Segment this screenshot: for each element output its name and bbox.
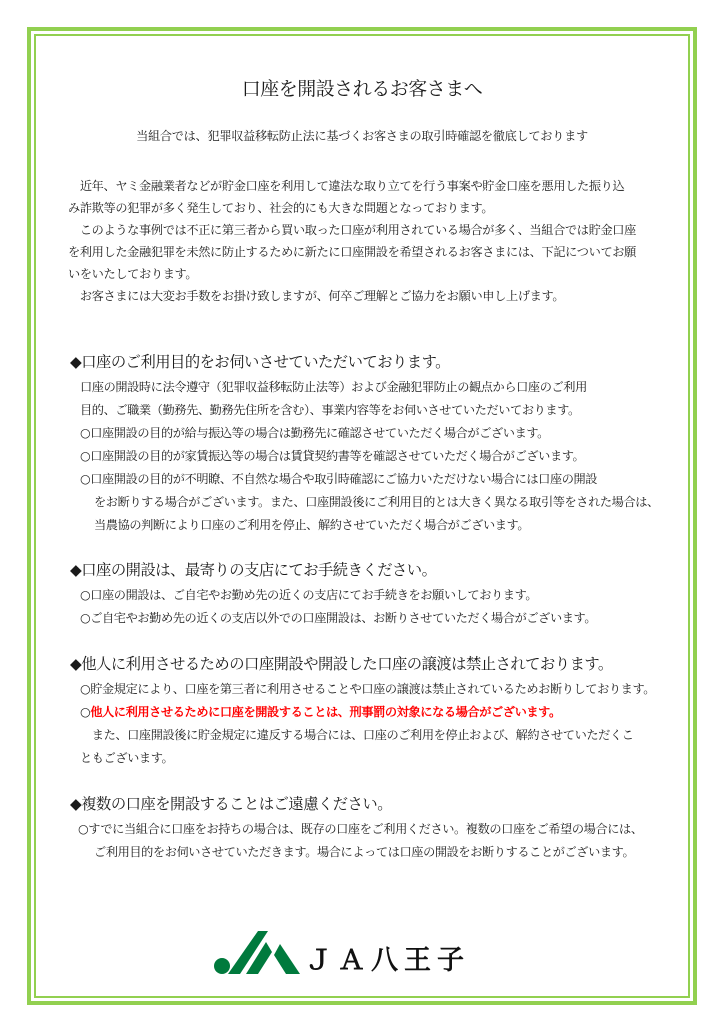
section-line: ご利用目的をお伺いさせていただきます。場合によっては口座の開設をお断りすることがございます。 [94, 845, 635, 859]
section-heading: ◆口座のご利用目的をお伺いさせていただいております。 [70, 353, 450, 371]
warning-text: 他人に利用させるために口座を開設することは、刑事罰の対象になる場合がございます。 [90, 705, 561, 719]
section-line: ○口座開設の目的が家賃振込等の場合は賃貸契約書等を確認させていただく場合がございます。 [80, 449, 585, 463]
section-line: ○口座開設の目的が不明瞭、不自然な場合や取引時確認にご協力いただけない場合には口座の開設 [80, 472, 598, 486]
section-line: 目的、ご職業（勤務先、勤務先住所を含む）、事業内容等をお伺いさせていただいております。 [80, 403, 580, 417]
intro-line: み詐欺等の犯罪が多く発生しており、社会的にも大きな問題となっております。 [68, 201, 494, 215]
section-line: ○貯金規定により、口座を第三者に利用させることや口座の譲渡は禁止されているためお断りしております。 [80, 682, 656, 696]
section-line: ○すでに当組合に口座をお持ちの場合は、既存の口座をご利用ください。複数の口座をご希望の場合には、 [78, 822, 643, 836]
section-line: ○口座開設の目的が給与振込等の場合は勤務先に確認させていただく場合がございます。 [80, 426, 549, 440]
section-line: ○ご自宅やお勤め先の近くの支店以外での口座開設は、お断りさせていただく場合がございます。 [80, 611, 597, 625]
section-heading: ◆他人に利用させるための口座開設や開設した口座の譲渡は禁止されております。 [70, 655, 613, 673]
section-line: ともございます。 [80, 751, 174, 765]
warning-line [80, 703, 561, 720]
page-title: 口座を開設されるお客さまへ [241, 78, 483, 100]
intro-line: このような事例では不正に第三者から買い取った口座が利用されている場合が多く、当組合では貯金口座 [68, 223, 636, 237]
lead-text: 当組合では、犯罪収益移転防止法に基づくお客さまの取引時確認を徹底しております [136, 129, 588, 143]
section-line: をお断りする場合がございます。また、口座開設後にご利用目的とは大きく異なる取引等をされた場合は、 [94, 495, 659, 509]
section-heading: ◆口座の開設は、最寄りの支店にてお手続きください。 [70, 561, 437, 579]
section-line: 当農協の判断により口座のご利用を停止、解約させていただく場合がございます。 [94, 518, 530, 532]
intro-line: お客さまには大変お手数をお掛け致しますが、何卒ご理解とご協力をお願い申し上げます。 [68, 289, 565, 303]
section-line: ○口座の開設は、ご自宅やお勤め先の近くの支店にてお手続きをお願いしております。 [80, 588, 538, 602]
intro-line: いをいたしております。 [68, 267, 198, 281]
bullet-circle: ○ [80, 705, 91, 719]
intro-line: 近年、ヤミ金融業者などが貯金口座を利用して違法な取り立てを行う事案や貯金口座を悪用した振り込 [68, 179, 625, 193]
section-heading: ◆複数の口座を開設することはご遠慮ください。 [70, 795, 392, 813]
section-line: 口座の開設時に法令遵守（犯罪収益移転防止法等）および金融犯罪防止の観点から口座のご利用 [80, 380, 587, 394]
logo-text: ＪＡ八王子 [305, 945, 470, 976]
intro-line: を利用した金融犯罪を未然に防止するために新たに口座開設を希望されるお客さまには、下記についてお願 [68, 245, 636, 259]
section-line: また、口座開設後に貯金規定に違反する場合には、口座のご利用を停止および、解約させていただくこ [80, 728, 634, 742]
ja-logo-icon [214, 928, 304, 978]
